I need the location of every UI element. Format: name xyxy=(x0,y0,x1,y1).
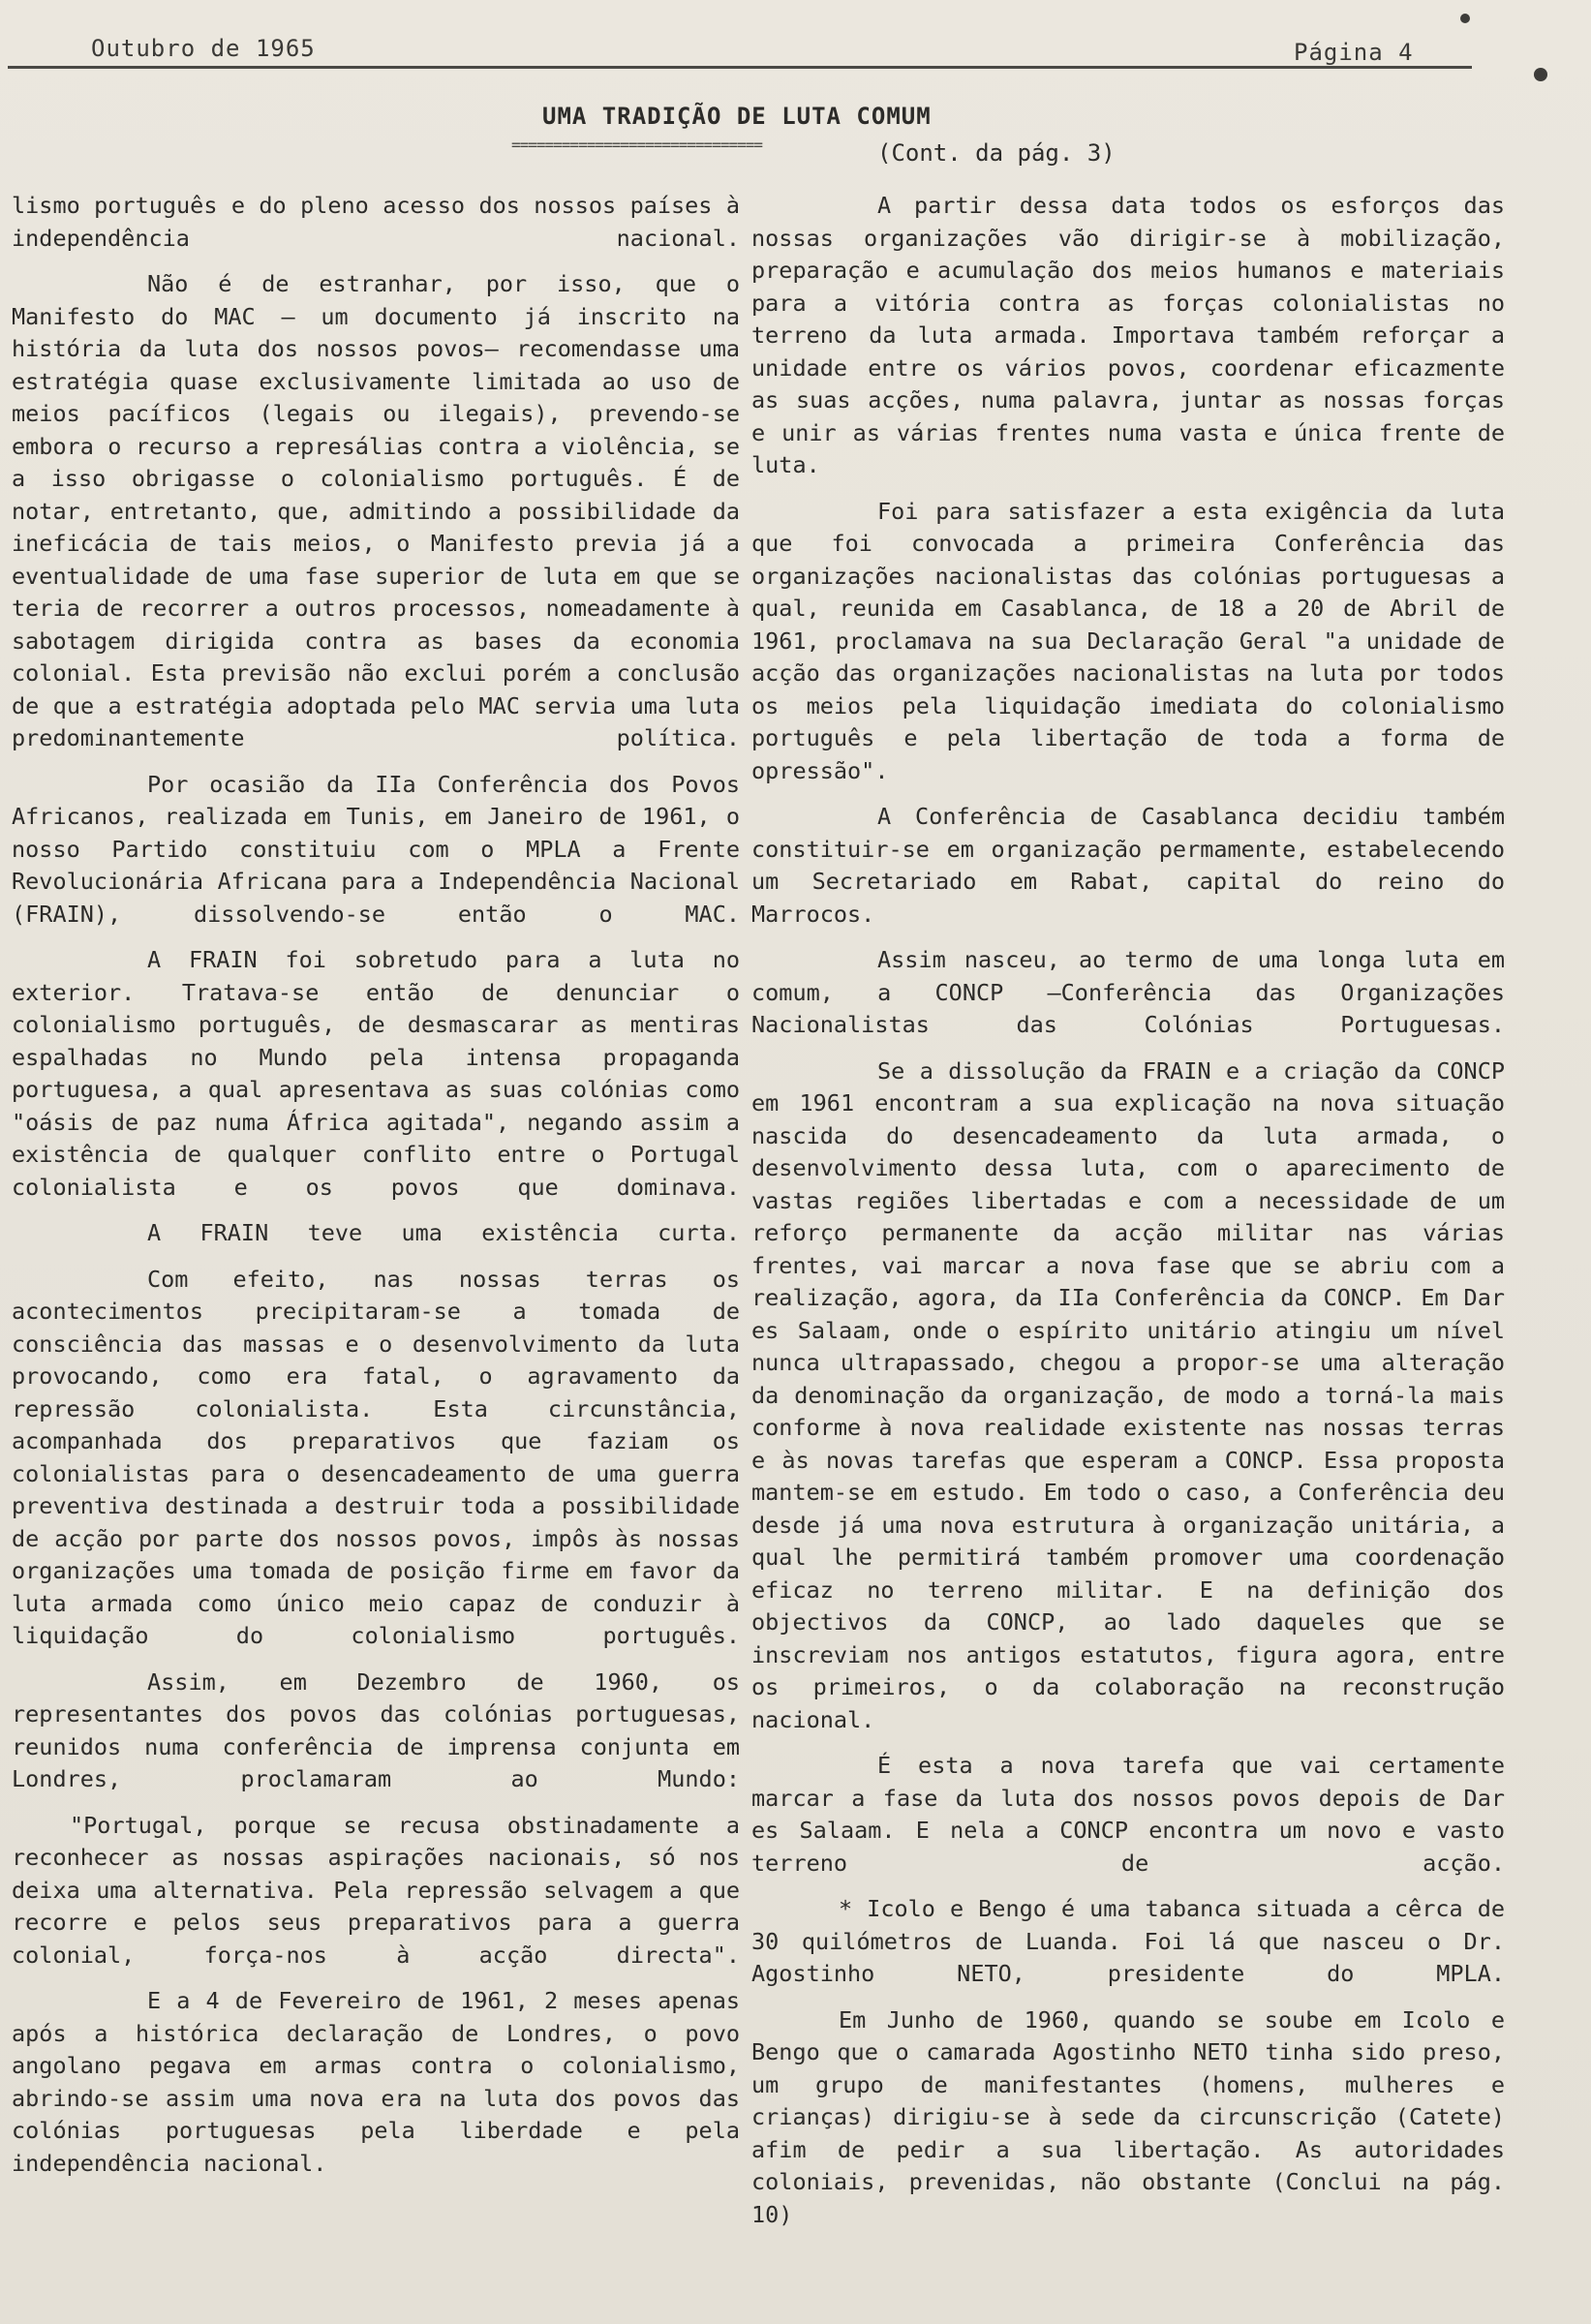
paragraph: Com efeito, nas nossas terras os acontecimentos precipitaram-se a tomada de consciência das massas e o desenvolvimento da luta provocando, como era fatal, o agravamento da repressão colonialista. Esta circunstância, acompanhada dos preparativos que faziam os colonialistas para o desencadeamento de uma guerra preventiva destinada a destruir toda a possibilidade de acção por parte dos nossos povos, impôs às nossas organizações uma tomada de posição firme em favor da luta armada como único meio capaz de conduzir à liquidação do colonialismo português. xyxy=(12,1265,740,1649)
header-date: Outubro de 1965 xyxy=(91,35,316,62)
paragraph: Em Junho de 1960, quando se soube em Icolo e Bengo que o camarada Agostinho NETO tinha sido preso, um grupo de manifestantes (homens, mulheres e crianças) dirigiu-se à sede da circunscrição (Catete) afim de pedir a sua libertação. As autoridades coloniais, prevenidas, não obstante (Conclui na pág. 10) xyxy=(751,2005,1505,2228)
paragraph: Foi para satisfazer a esta exigência da luta que foi convocada a primeira Conferência das organizações nacionalistas das colónias portuguesas a qual, reunida em Casablanca, de 18 a 20 de Abril de 1961, proclamava na sua Declaração Geral "a unidade de acção das organizações nacionalistas na luta por todos os meios pela liquidação imediata do colonialismo português e pela libertação de toda a forma de opressão". xyxy=(751,497,1505,784)
title-underline: ============================== xyxy=(511,136,762,154)
paragraph: E a 4 de Fevereiro de 1961, 2 meses apenas após a histórica declaração de Londres, o povo angolano pegava em armas contra o colonialismo, abrindo-se assim uma nova era na luta dos povos das colónias portuguesas pela liberdade e pela independência nacional. xyxy=(12,1987,740,2177)
punch-hole-mark xyxy=(1460,14,1470,23)
paragraph: Se a dissolução da FRAIN e a criação da CONCP em 1961 encontram a sua explicação na nova situação nascida do desencadeamento da luta armada, o desenvolvimento dessa luta, com o aparecimento de vastas regiões libertadas e com a necessidade de um reforço permanente da acção militar nas várias frentes, vai marcar a nova fase que se abriu com a realização, agora, da IIa Conferência da CONCP. Em Dar es Salaam, onde o espírito unitário atingiu um nível nunca ultrapassado, chegou a propor-se uma alteração da denominação da organização, de modo a torná-la mais conforme à nova realidade existente nas nossas terras e às novas tarefas que esperam a CONCP. Essa proposta mantem-se em estudo. Em todo o caso, a Conferência deu desde já uma nova estrutura à organização unitária, a qual lhe permitirá também promover uma coordenação eficaz no terreno militar. E na definição dos objectivos da CONCP, ao lado daqueles que se inscreviam nos antigos estatutos, figura agora, entre os primeiros, o da colaboração na reconstrução nacional. xyxy=(751,1056,1505,1733)
paragraph: Por ocasião da IIa Conferência dos Povos Africanos, realizada em Tunis, em Janeiro de 1961, o nosso Partido constituiu com o MPLA a Frente Revolucionária Africana para a Independência Nacional (FRAIN), dissolvendo-se então o MAC. xyxy=(12,770,740,928)
paragraph: É esta a nova tarefa que vai certamente marcar a fase da luta dos nossos povos depois de Dar es Salaam. E nela a CONCP encontra um novo e vasto terreno de acção. xyxy=(751,1752,1505,1877)
paragraph: Não é de estranhar, por isso, que o Manifesto do MAC – um documento já inscrito na história da luta dos nossos povos– recomendasse uma estratégia quase exclusivamente limitada ao uso de meios pacíficos (legais ou ilegais), prevendo-se embora o recurso a represálias contra a violência, se a isso obrigasse o colonialismo português. É de notar, entretanto, que, admitindo a possibilidade da ineficácia de tais meios, o Manifesto previa já a eventualidade de uma fase superior de luta em que se teria de recorrer a outros processos, nomeadamente à sabotagem dirigida contra as bases da economia colonial. Esta previsão não exclui porém a conclusão de que a estratégia adoptada pelo MAC servia uma luta predominantemente política. xyxy=(12,270,740,751)
left-column xyxy=(12,190,740,2193)
paragraph: A FRAIN teve uma existência curta. xyxy=(147,1219,740,1246)
header-rule xyxy=(8,66,1472,69)
paragraph: Assim, em Dezembro de 1960, os representantes dos povos das colónias portuguesas, reunidos numa conferência de imprensa conjunta em Londres, proclamaram ao Mundo: xyxy=(12,1667,740,1792)
paragraph: A FRAIN foi sobretudo para a luta no exterior. Tratava-se então de denunciar o colonialismo português, de desmascarar as mentiras espalhadas no Mundo pela intensa propaganda portuguesa, a qual apresentava as suas colónias como "oásis de paz numa África agitada", negando assim a existência de qualquer conflito entre o Portugal colonialista e os povos que dominava. xyxy=(12,946,740,1201)
continuation-note: (Cont. da pág. 3) xyxy=(877,139,1116,167)
header-page-number: Página 4 xyxy=(1294,39,1414,66)
paragraph: A Conferência de Casablanca decidiu também constituir-se em organização permamente, estabelecendo um Secretariado em Rabat, capital do reino do Marrocos. xyxy=(751,803,1505,928)
punch-hole-mark xyxy=(1534,68,1547,81)
quotation: "Portugal, porque se recusa obstinadamente a reconhecer as nossas aspirações nacionais, só nos deixa uma alternativa. Pela repressão selvagem a que recorre e pelos seus preparativos para a guerra colonial, força-nos à acção directa". xyxy=(12,1811,740,1969)
paragraph: A partir dessa data todos os esforços das nossas organizações vão dirigir-se à mobilização, preparação e acumulação dos meios humanos e materiais para a vitória contra as forças colonialistas no terreno da luta armada. Importava também reforçar a unidade entre os vários povos, coordenar eficazmente as suas acções, numa palavra, juntar as nossas forças e unir as várias frentes numa vasta e única frente de luta. xyxy=(751,192,1505,478)
footnote: * Icolo e Bengo é uma tabanca situada a cêrca de 30 quilómetros de Luanda. Foi lá que nasceu o Dr. Agostinho NETO, presidente do MPLA. xyxy=(751,1895,1505,1987)
paragraph: lismo português e do pleno acesso dos nossos países à independência nacional. xyxy=(12,192,740,252)
paragraph: Assim nasceu, ao termo de uma longa luta em comum, a CONCP –Conferência das Organizações Nacionalistas das Colónias Portuguesas. xyxy=(751,946,1505,1038)
article-title: UMA TRADIÇÃO DE LUTA COMUM xyxy=(542,103,932,130)
right-column xyxy=(751,190,1505,2245)
